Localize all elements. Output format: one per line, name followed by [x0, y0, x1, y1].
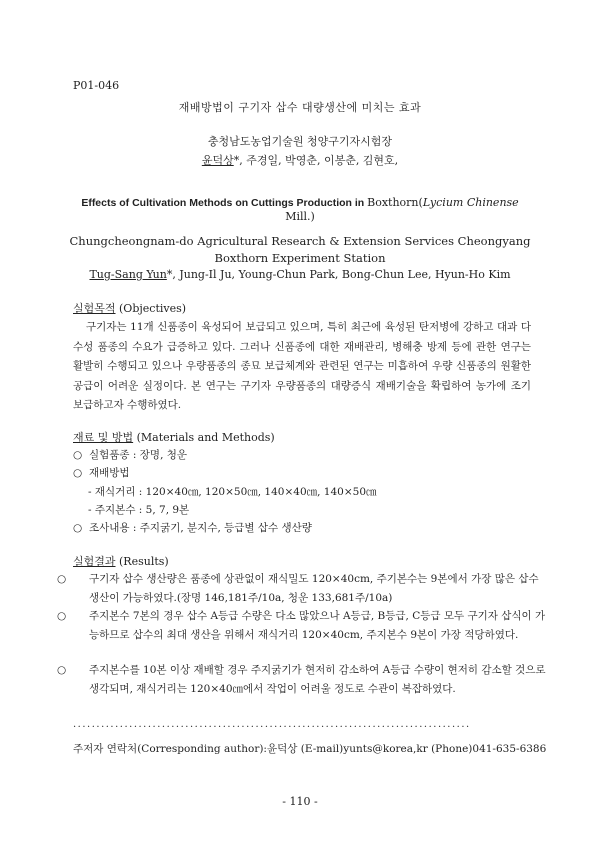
english-other-authors: *, Jung-Il Ju, Young-Chun Park, Bong-Chun Lee, Hyun-Ho Kim	[166, 268, 511, 281]
korean-other-authors: *, 주경일, 박영춘, 이봉춘, 김현호,	[233, 154, 399, 167]
corresponding-author: 주저자 연락처(Corresponding author):윤덕상 (E-mail)yunts@korea,kr (Phone)041-635-6386	[73, 743, 547, 755]
paper-code: P01-046	[73, 79, 120, 92]
objectives-text: 구기자는 11개 신품종이 육성되어 보급되고 있으며, 특히 최근에 육성된 탄저병에 강하고 대과 다수성 품종의 수요가 급증하고 있다. 그러나 신품종에 대한 재배관리, 병해충 방제 등에 관한 연구는 활발히 수행되고 있으나 우량품종의 종묘 보급체계와 관련된 연구는 미흡하여 우량 신품종의 원활한 공급이 어려운 실정이다. 본 연구는 구기자 우량품종의 대량증식 재배기술을 확립하여 농가에 조기 보급하고자 수행하였다.	[73, 321, 531, 411]
results-item-1: ○ 구기자 삽수 생산량은 품종에 상관없이 재식밀도 120×40cm, 주기본수는 9본에서 가장 많은 삽수 생산이 가능하였다.(장명 146,181주/10a, 청운 133,681주/10a)	[57, 573, 539, 604]
english-title	[0, 196, 600, 224]
methods-item-varieties: ○ 실험품종 : 장명, 청운	[73, 449, 188, 461]
korean-affiliation: 충청남도농업기술원 청양구기자시험장	[207, 135, 393, 148]
dotted-separator: ·····················································································	[73, 722, 471, 733]
methods-sub-stems: - 주지본수 : 5, 7, 9본	[88, 504, 190, 516]
methods-item-cultivation: ○ 재배방법	[73, 467, 130, 479]
results-item-2: ○ 주지본수 7본의 경우 삽수 A등급 수량은 다소 많았으나 A등급, B등급, C등급 모두 구기자 삽식이 가능하므로 삽수의 최대 생산을 위해서 재식거리 120×40cm, 주지본수 9본이 가장 적당하였다.	[57, 610, 546, 641]
korean-authors	[0, 152, 600, 168]
korean-title: 재배방법이 구기자 삽수 대량생산에 미치는 효과	[178, 101, 422, 114]
english-title-part2: Boxthorn(	[367, 196, 423, 209]
english-title-part3: Mill.)	[285, 210, 315, 223]
english-title-species: Lycium Chinense	[422, 196, 519, 209]
methods-item-survey: ○ 조사내용 : 주지굵기, 분지수, 등급별 삽수 생산량	[73, 522, 312, 534]
english-affiliation: Chungcheongnam-do Agricultural Research & Extension Services Cheongyang Boxthorn Experiment Station	[69, 234, 531, 265]
results-item-3: ○ 주지본수를 10본 이상 재배할 경우 주지굵기가 현저히 감소하여 A등급 수량이 현저히 감소할 것으로 생각되며, 재식거리는 120×40㎝에서 작업이 어려울 정도로 수관이 복잡하였다.	[57, 664, 546, 695]
korean-first-author: 윤덕상	[201, 154, 234, 167]
english-authors	[0, 268, 600, 281]
methods-heading: 재료 및 방법 (Materials and Methods)	[73, 431, 275, 444]
english-title-part1: Effects of Cultivation Methods on Cuttings Production in	[81, 197, 368, 209]
english-first-author: Tug-Sang Yun	[89, 268, 167, 281]
methods-sub-spacing: - 재식거리 : 120×40㎝, 120×50㎝, 140×40㎝, 140×50㎝	[88, 486, 377, 498]
objectives-heading: 실험목적 (Objectives)	[73, 302, 187, 315]
results-heading: 실험결과 (Results)	[73, 555, 169, 568]
page-number: - 110 -	[282, 795, 318, 808]
